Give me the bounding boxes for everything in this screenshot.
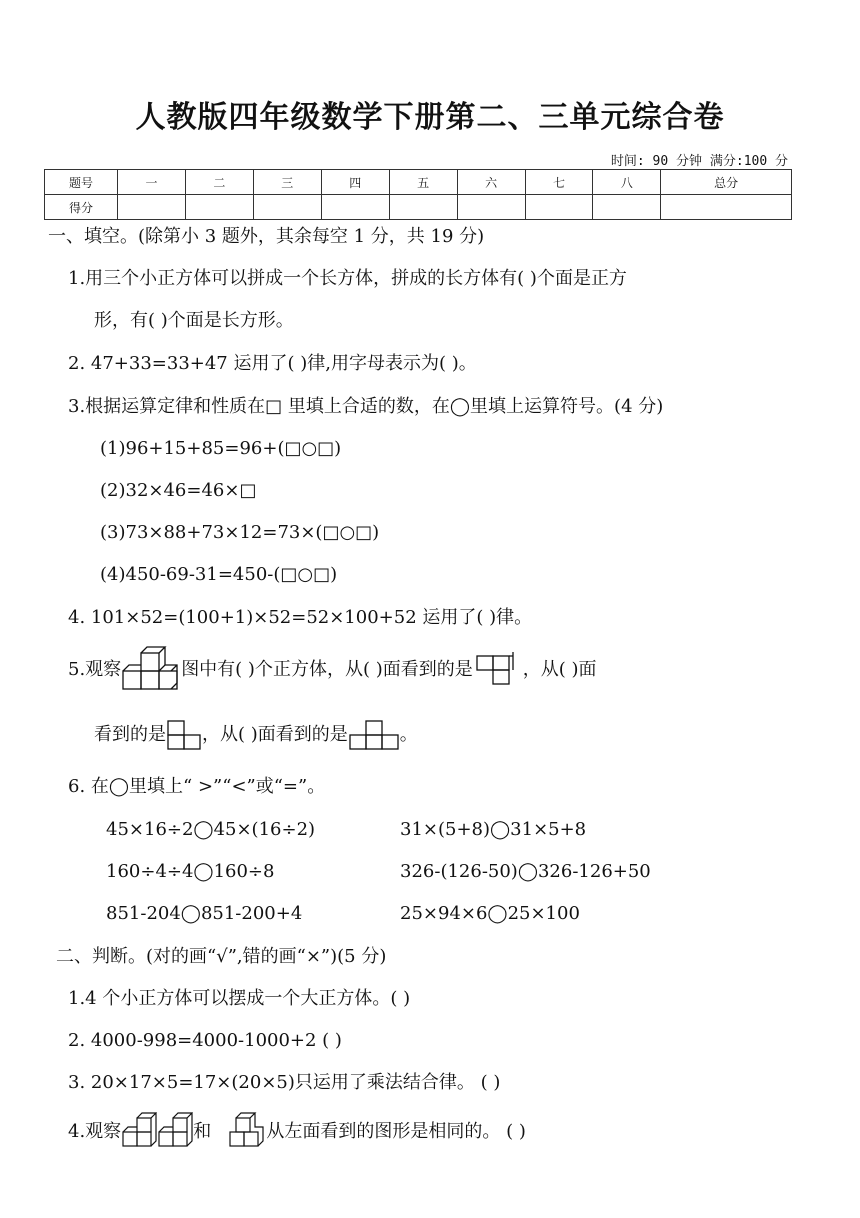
judge-question-4-prefix: 4.观察 [68,1121,122,1142]
judge-question-4-text: 从左面看到的图形是相同的。 ( ) [266,1121,526,1142]
question-6: 6. 在◯里填上“ >”“<”或“=”。 [68,776,326,797]
compare-item: 160÷4÷4◯160÷8 [106,861,275,882]
question-5-text-1: 图中有( )个正方体，从( )面看到的是 [181,659,473,680]
score-header-cell: 五 [389,170,457,195]
score-header-cell: 三 [253,170,321,195]
compare-item: 31×(5+8)◯31×5+8 [400,819,587,840]
question-4: 4. 101×52=(100+1)×52=52×100+52 运用了( )律。 [68,607,533,628]
judge-question-2: 2. 4000-998=4000-1000+2 ( ) [68,1030,342,1051]
question-5-end: 。 [399,724,418,745]
question-5-text-2: ，从( )面 [522,659,597,680]
cube-stack-figure [121,645,181,695]
compare-item: 326-(126-50)◯326-126+50 [400,861,651,882]
score-header-cell: 七 [525,170,593,195]
score-cell[interactable] [253,195,321,220]
score-header-cell: 四 [321,170,389,195]
score-header-cell: 六 [457,170,525,195]
score-header-cell: 总分 [661,170,792,195]
score-cell[interactable] [321,195,389,220]
section2-heading: 二、判断。(对的画“√”,错的画“×”)(5 分) [56,946,387,967]
judge-question-3: 3. 20×17×5=17×(20×5)只运用了乘法结合律。 ( ) [68,1072,501,1093]
front-view-figure [473,652,523,688]
question-5-line-2 [94,715,418,755]
score-row-label: 得分 [45,195,118,220]
score-cell[interactable] [118,195,186,220]
score-header-cell: 一 [118,170,186,195]
score-table-score-row [45,195,792,220]
judge-question-1: 1.4 个小正方体可以摆成一个大正方体。( ) [68,988,411,1009]
compare-item: 25×94×6◯25×100 [400,903,580,924]
section1-heading: 一、填空。(除第小 3 题外，其余每空 1 分，共 19 分) [48,226,485,247]
score-table [44,169,792,220]
question-3-item-4: (4)450-69-31=450-(□○□) [100,564,338,585]
question-3-item-1: (1)96+15+85=96+(□○□) [100,438,342,459]
question-5-prefix: 5.观察 [68,659,122,680]
score-header-cell: 题号 [45,170,118,195]
question-3-item-3: (3)73×88+73×12=73×(□○□) [100,522,380,543]
question-1-line-2: 形，有( )个面是长方形。 [94,310,294,331]
question-5-text-4: ，从( )面看到的是 [202,724,348,745]
top-view-figure [348,717,400,753]
judge-question-4-and: 和 [193,1121,212,1142]
score-cell[interactable] [525,195,593,220]
compare-item: 851-204◯851-200+4 [106,903,303,924]
cube-figure-a [121,1112,193,1152]
question-3: 3.根据运算定律和性质在□ 里填上合适的数，在◯里填上运算符号。(4 分) [68,396,664,417]
score-cell[interactable] [185,195,253,220]
score-cell[interactable] [593,195,661,220]
judge-question-4 [68,1110,526,1154]
side-view-figure [166,717,202,753]
score-header-cell: 二 [185,170,253,195]
compare-item: 45×16÷2◯45×(16÷2) [106,819,316,840]
exam-meta: 时间: 90 分钟 满分:100 分 [610,154,788,169]
question-5-text-3: 看到的是 [94,724,166,745]
score-cell[interactable] [457,195,525,220]
question-5-line-1 [68,645,597,695]
score-cell[interactable] [661,195,792,220]
score-table-header-row [45,170,792,195]
question-2: 2. 47+33=33+47 运用了( )律,用字母表示为( )。 [68,353,477,374]
question-1-line-1: 1.用三个小正方体可以拼成一个长方体，拼成的长方体有( )个面是正方 [68,268,627,289]
score-header-cell: 八 [593,170,661,195]
cube-figure-b [228,1112,266,1152]
question-3-item-2: (2)32×46=46×□ [100,480,257,501]
score-cell[interactable] [389,195,457,220]
page-title: 人教版四年级数学下册第二、三单元综合卷 [135,100,725,135]
